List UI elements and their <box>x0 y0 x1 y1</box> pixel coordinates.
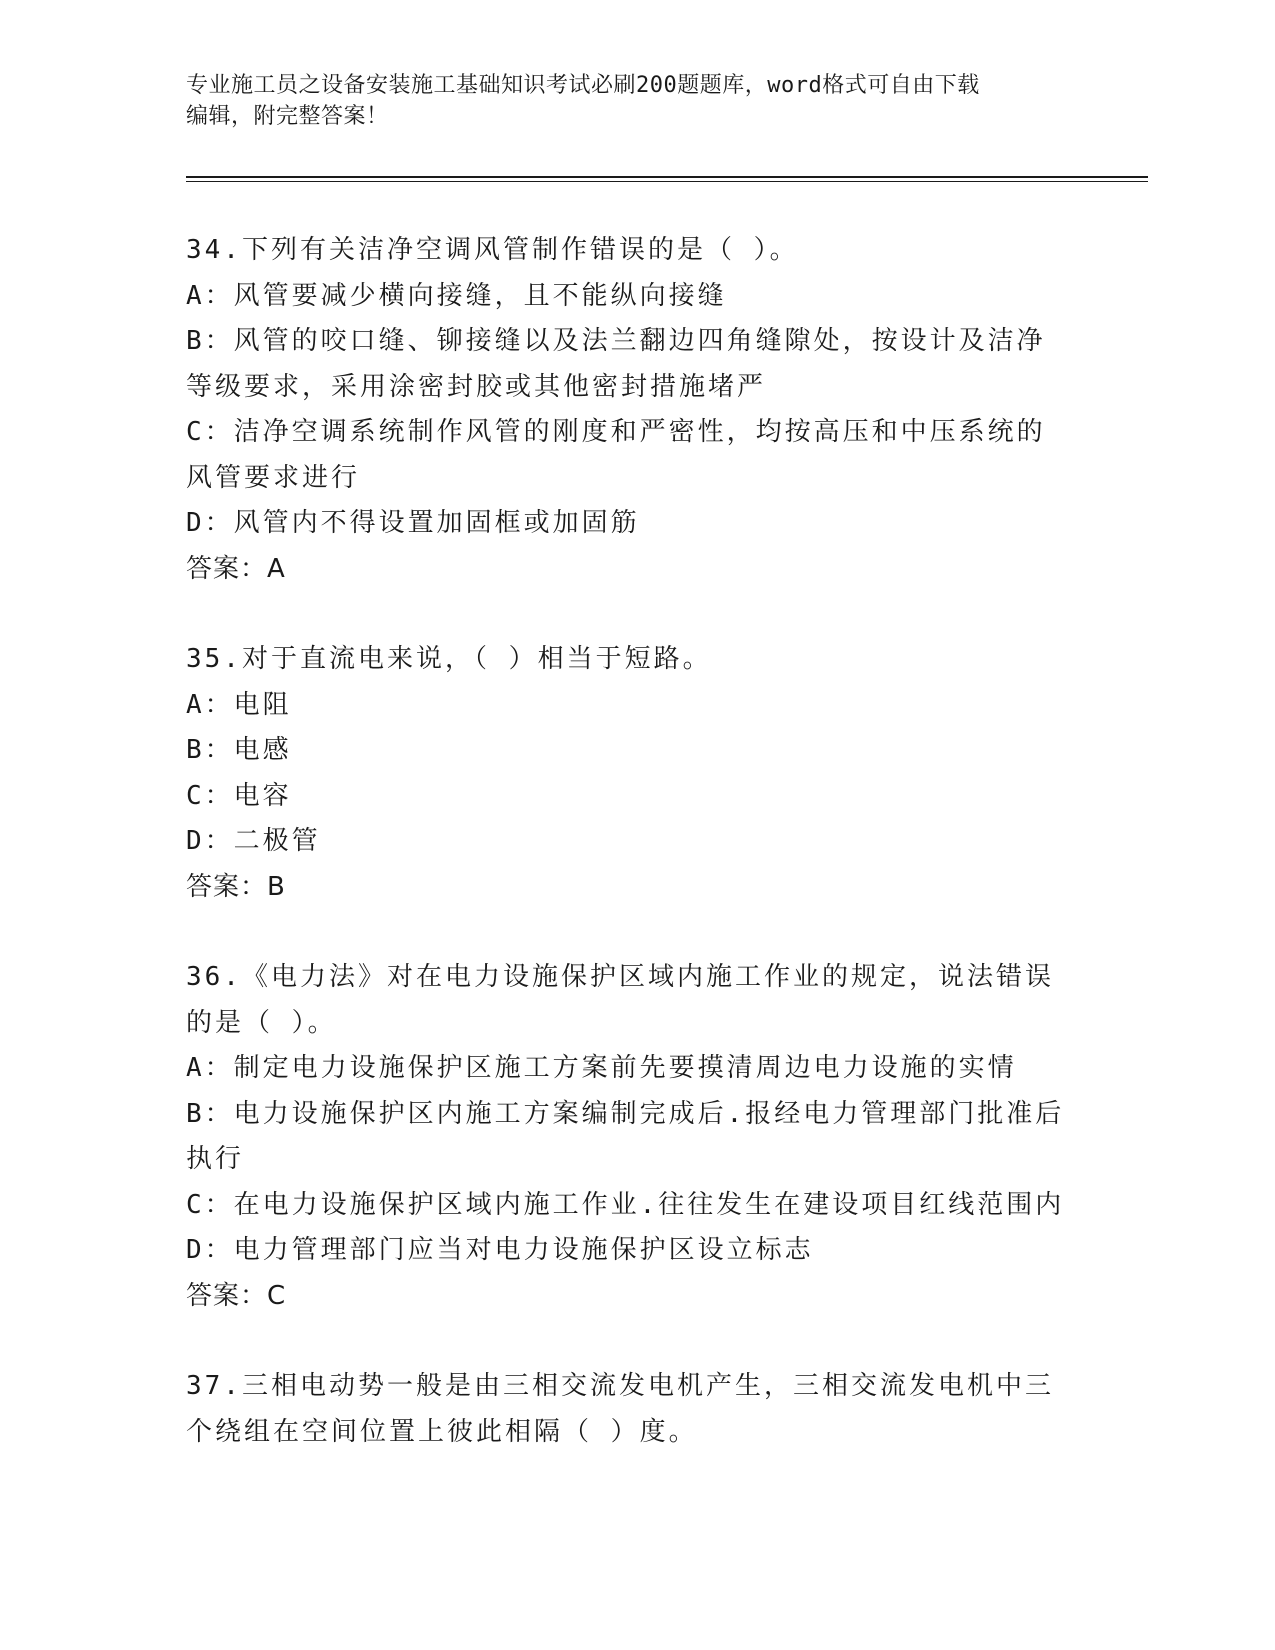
question-stem: 37.三相电动势一般是由三相交流发电机产生，三相交流发电机中三个绕组在空间位置上彼此相隔（ ）度。 <box>186 1371 1054 1447</box>
option-b: B：电力设施保护区内施工方案编制完成后.报经电力管理部门批准后执行 <box>186 1098 1065 1174</box>
option-d: D：电力管理部门应当对电力设施保护区设立标志 <box>186 1235 814 1265</box>
question-stem: 35.对于直流电来说，（ ）相当于短路。 <box>186 644 712 674</box>
option-b: B：风管的咬口缝、铆接缝以及法兰翻边四角缝隙处，按设计及洁净等级要求，采用涂密封胶或其他密封措施堵严 <box>186 326 1046 402</box>
question-36 <box>186 955 1066 1319</box>
option-a: A：制定电力设施保护区施工方案前先要摸清周边电力设施的实情 <box>186 1053 1017 1083</box>
option-d: D：风管内不得设置加固框或加固筋 <box>186 508 640 538</box>
question-37 <box>186 1364 1066 1455</box>
option-c: C：洁净空调系统制作风管的刚度和严密性，均按高压和中压系统的风管要求进行 <box>186 417 1046 493</box>
document-header <box>186 70 1086 132</box>
option-b: B：电感 <box>186 735 292 765</box>
option-d: D：二极管 <box>186 826 321 856</box>
option-c: C：电容 <box>186 780 292 811</box>
option-a: A：风管要减少横向接缝，且不能纵向接缝 <box>186 280 727 311</box>
option-c: C：在电力设施保护区域内施工作业.往往发生在建设项目红线范围内 <box>186 1189 1065 1220</box>
question-34 <box>186 228 1066 592</box>
question-stem: 34.下列有关洁净空调风管制作错误的是（ ）。 <box>186 235 799 265</box>
header-divider-thin <box>186 181 1148 182</box>
header-title-line-2: 编辑，附完整答案！ <box>186 104 389 129</box>
header-divider-thick <box>186 176 1148 178</box>
answer-line: 答案：A <box>186 553 286 584</box>
option-a: A：电阻 <box>186 689 292 720</box>
question-35 <box>186 637 1066 910</box>
answer-line: 答案：B <box>186 871 286 902</box>
answer-line: 答案：C <box>186 1280 287 1311</box>
question-list <box>186 228 1066 1500</box>
header-title-line-1: 专业施工员之设备安装施工基础知识考试必刷200题题库，word格式可自由下载 <box>186 73 980 98</box>
question-stem: 36.《电力法》对在电力设施保护区域内施工作业的规定，说法错误的是（ ）。 <box>186 962 1054 1038</box>
